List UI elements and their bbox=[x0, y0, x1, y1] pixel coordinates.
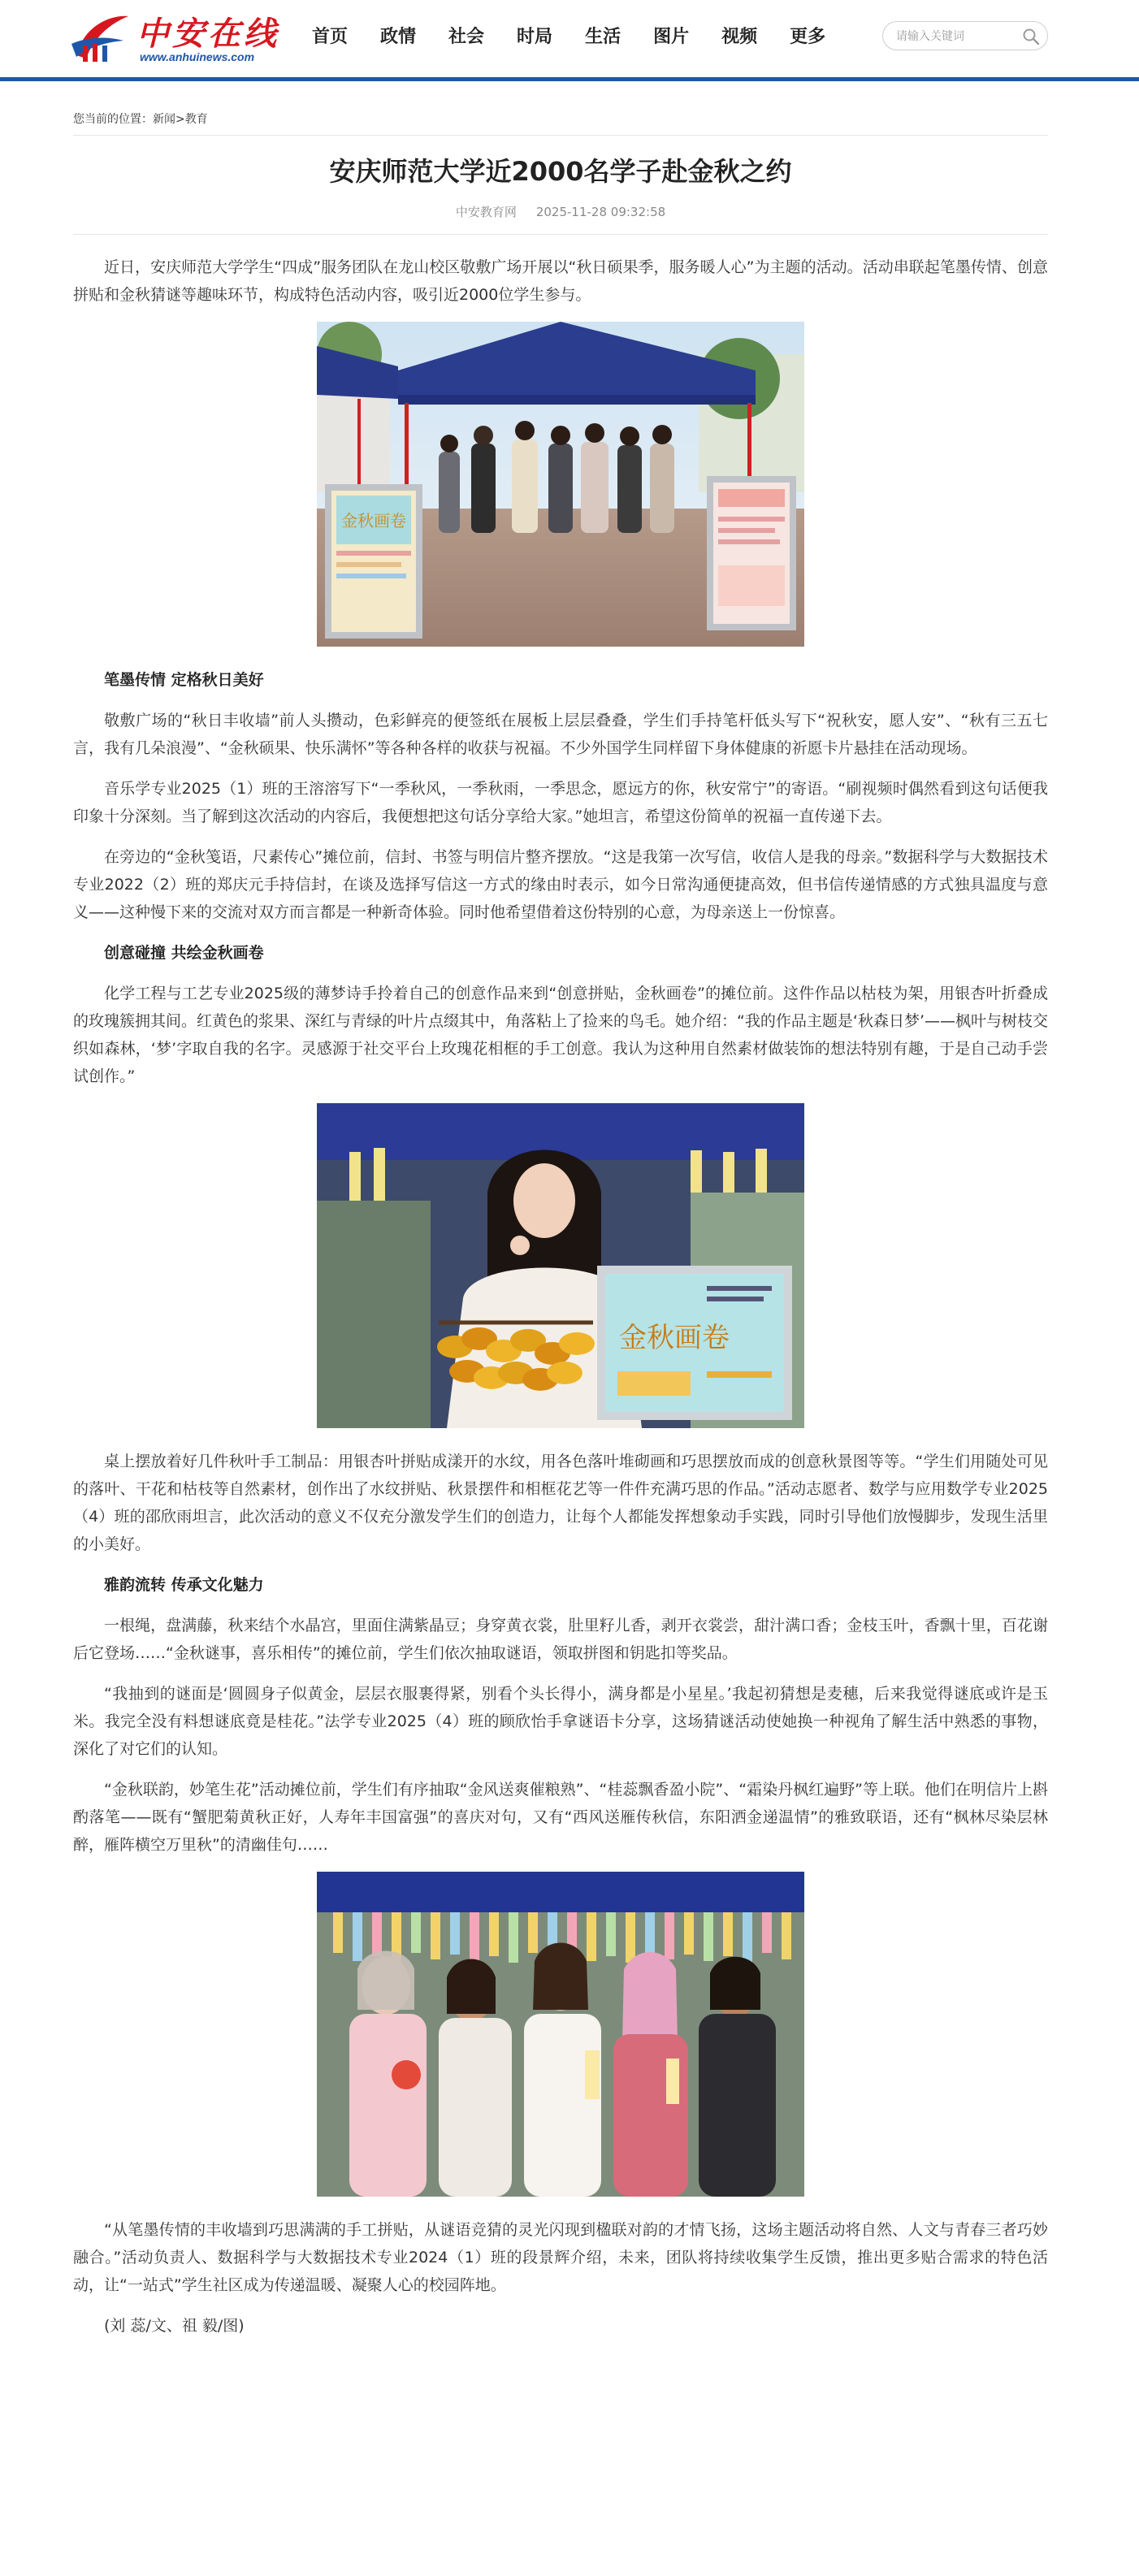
section-heading-1: 笔墨传情 定格秋日美好 bbox=[104, 671, 264, 689]
paragraph-intro: 近日，安庆师范大学学生“四成”服务团队在龙山校区敬敷广场开展以“秋日硕果季，服务暖人心”为主题的活动。活动串联起笔墨传情、创意拼贴和金秋猜谜等趣味环节，构成特色活动内容，吸引近2000位学生参与。 bbox=[73, 258, 1048, 304]
paragraph-8: “我抽到的谜面是‘圆圆身子似黄金，层层衣服裹得紧，别看个头长得小，满身都是小星星。’我起初猜想是麦穗，后来我觉得谜底或许是玉米。我完全没有料想谜底竟是桂花。”法学专业2025（4）班的顾欣怡手拿谜语卡分享，这场猜谜活动使她换一种视角了解生活中熟悉的事物，深化了对它们的认知。 bbox=[73, 1685, 1048, 1758]
photo-tent-scene bbox=[317, 322, 804, 647]
photo-board-right-text: 金秋画卷 bbox=[619, 1322, 730, 1354]
logo-url: www.anhuinews.com bbox=[140, 50, 255, 63]
nav-item-current-affairs[interactable]: 时局 bbox=[517, 27, 553, 47]
article-title: 安庆师范大学近2000名学子赴金秋之约 bbox=[329, 156, 792, 187]
paragraph-10: “从笔墨传情的丰收墙到巧思满满的手工拼贴，从谜语竞猜的灵光闪现到楹联对韵的才情飞扬，这场主题活动将自然、人文与青春三者巧妙融合。”活动负责人、数据科学与大数据技术专业2024（1）班的段景辉介绍，未来，团队将持续收集学生反馈，推出更多贴合需求的特色活动，让“一站式”学生社区成为传递温暖、凝聚人心的校园阵地。 bbox=[73, 2221, 1048, 2294]
breadcrumb-item-news[interactable]: 新闻 bbox=[153, 113, 175, 126]
paragraph-4: 在旁边的“金秋笺语，尺素传心”摊位前，信封、书签与明信片整齐摆放。“这是我第一次写信，收信人是我的母亲。”数据科学与大数据技术专业2022（2）班的郑庆元手持信封，在谈及选择写信这一方式的缘由时表示，如今日常沟通便捷高效，但书信传递情感的方式独具温度与意义——这种慢下来的交流对双方而言都是一种新奇体验。同时他希望借着这份特别的心意，为母亲送上一份惊喜。 bbox=[73, 848, 1048, 921]
nav-item-pictures[interactable]: 图片 bbox=[653, 27, 690, 47]
logo-text: 中安在线 bbox=[136, 15, 279, 53]
article-datetime: 2025-11-28 09:32:58 bbox=[535, 205, 666, 219]
article-body bbox=[73, 253, 1048, 2340]
article-photo-1 bbox=[317, 322, 804, 647]
article-byline: (刘 蕊/文、祖 毅/图) bbox=[104, 2317, 245, 2335]
section-heading-3: 雅韵流转 传承文化魅力 bbox=[104, 1576, 264, 1594]
nav-item-home[interactable]: 首页 bbox=[312, 27, 349, 47]
photo-student-artwork bbox=[317, 1103, 804, 1428]
nav-item-politics[interactable]: 政情 bbox=[380, 27, 417, 47]
site-header bbox=[0, 0, 1139, 81]
search-box bbox=[882, 21, 1048, 50]
paragraph-5: 化学工程与工艺专业2025级的薄梦诗手拎着自己的创意作品来到“创意拼贴，金秋画卷”的摊位前。这件作品以枯枝为架，用银杏叶折叠成的玫瑰簇拥其间。红黄色的浆果、深红与青绿的叶片点缀其中，角落粘上了捡来的鸟毛。她介绍：“我的作品主题是‘秋森日梦’——枫叶与树枝交织如森林，‘梦’字取自我的名字。灵感源于社交平台上玫瑰花相框的手工创意。我认为这种用自然素材做装饰的想法特别有趣，于是自己动手尝试创作。” bbox=[73, 985, 1048, 1085]
article-photo-2 bbox=[317, 1103, 804, 1428]
breadcrumb-prefix: 您当前的位置： bbox=[73, 113, 153, 126]
nav-item-life[interactable]: 生活 bbox=[585, 27, 621, 47]
paragraph-9: “金秋联韵，妙笔生花”活动摊位前，学生们有序抽取“金风送爽催粮熟”、“桂蕊飘香盈小院”、“霜染丹枫红遍野”等上联。他们在明信片上斟酌落笔——既有“蟹肥菊黄秋正好，人寿年丰国富强”的喜庆对句，又有“西风送雁传秋信，东阳洒金递温情”的雅致联语，还有“枫林尽染层林醉，雁阵横空万里秋”的清幽佳句…… bbox=[73, 1781, 1048, 1854]
article-source: 中安教育网 bbox=[455, 205, 517, 219]
main-nav bbox=[312, 23, 858, 52]
search-input[interactable] bbox=[896, 27, 1018, 46]
nav-item-video[interactable]: 视频 bbox=[721, 27, 758, 47]
nav-item-society[interactable]: 社会 bbox=[448, 27, 485, 47]
nav-item-more[interactable]: 更多 bbox=[790, 27, 826, 47]
section-heading-2: 创意碰撞 共绘金秋画卷 bbox=[104, 944, 264, 962]
site-logo[interactable] bbox=[70, 6, 279, 67]
breadcrumb-item-education[interactable]: 教育 bbox=[184, 113, 208, 126]
paragraph-3: 音乐学专业2025（1）班的王溶溶写下“一季秋风，一季秋雨，一季思念，愿远方的你，秋安常宁”的寄语。“刷视频时偶然看到这句话便我印象十分深刻。当了解到这次活动的内容后，我便想把这句话分享给大家。”她坦言，希望这份简单的祝福一直传递下去。 bbox=[73, 780, 1048, 825]
meta-divider bbox=[73, 234, 1048, 235]
article-meta bbox=[73, 203, 1048, 220]
search-icon[interactable] bbox=[1021, 27, 1041, 46]
breadcrumb-divider bbox=[73, 135, 1048, 136]
paragraph-6: 桌上摆放着好几件秋叶手工制品：用银杏叶拼贴成漾开的水纹，用各色落叶堆砌画和巧思摆放而成的创意秋景图等等。“学生们用随处可见的落叶、干花和枯枝等自然素材，创作出了水纹拼贴、秋景摆件和相框花艺等一件件充满巧思的作品。”活动志愿者、数学与应用数学专业2025（4）班的邵欣雨坦言，此次活动的意义不仅充分激发学生们的创造力，让每个人都能发挥想象动手实践，同时引导他们放慢脚步，发现生活里的小美好。 bbox=[73, 1453, 1048, 1553]
paragraph-2: 敬敷广场的“秋日丰收墙”前人头攒动，色彩鲜亮的便签纸在展板上层层叠叠，学生们手持笔杆低头写下“祝秋安，愿人安”、“秋有三五七言，我有几朵浪漫”、“金秋硕果、快乐满怀”等各种各样的收获与祝福。不少外国学生同样留下身体健康的祈愿卡片悬挂在活动现场。 bbox=[73, 712, 1048, 757]
photo-board-left-text: 金秋画卷 bbox=[341, 511, 406, 530]
breadcrumb-separator: > bbox=[175, 113, 185, 126]
logo-mark-icon bbox=[70, 8, 133, 65]
breadcrumb bbox=[73, 110, 208, 127]
article-photo-3 bbox=[317, 1872, 804, 2197]
paragraph-7: 一根绳，盘满藤，秋来结个水晶宫，里面住满紫晶豆；身穿黄衣裳，肚里籽儿香，剥开衣裳尝，甜汁满口香；金枝玉叶，香飘十里，百花谢后它登场……“金秋谜事，喜乐相传”的摊位前，学生们依次抽取谜语，领取拼图和钥匙扣等奖品。 bbox=[73, 1617, 1048, 1662]
photo-group-students bbox=[317, 1872, 804, 2197]
